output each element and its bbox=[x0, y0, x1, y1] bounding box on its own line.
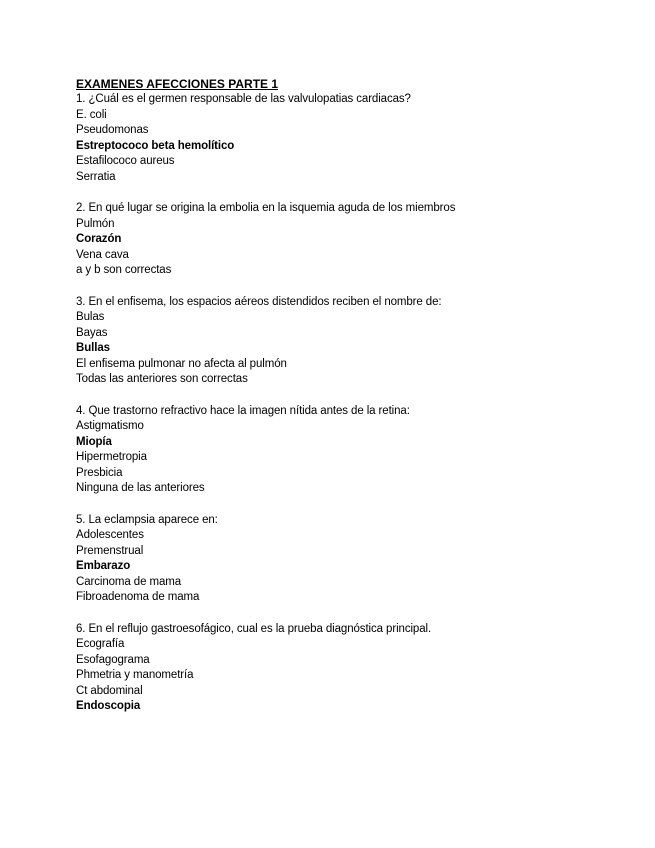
question-block bbox=[76, 404, 636, 497]
answer-option: Astigmatismo bbox=[76, 420, 144, 432]
question-block bbox=[76, 513, 636, 606]
answer-option: Todas las anteriores son correctas bbox=[76, 373, 248, 385]
question-block bbox=[76, 92, 636, 185]
document-title: EXAMENES AFECCIONES PARTE 1 bbox=[76, 77, 279, 91]
answer-option: Estafilococo aureus bbox=[76, 155, 175, 167]
question-text: 4. Que trastorno refractivo hace la imagen nítida antes de la retina: bbox=[76, 404, 410, 417]
answer-option: Hipermetropia bbox=[76, 451, 147, 463]
correct-answer-option: Embarazo bbox=[76, 560, 131, 572]
document-content bbox=[76, 76, 636, 731]
answer-option: Presbicia bbox=[76, 466, 123, 479]
answer-option: Vena cava bbox=[76, 248, 129, 261]
question-text: 1. ¿Cuál es el germen responsable de las valvulopatias cardiacas? bbox=[76, 93, 411, 105]
answer-option: El enfisema pulmonar no afecta al pulmón bbox=[76, 357, 287, 370]
answer-option: Phmetria y manometría bbox=[76, 669, 194, 681]
answer-option: Pulmón bbox=[76, 217, 115, 230]
answer-option: Bayas bbox=[76, 326, 108, 339]
answer-option: Ct abdominal bbox=[76, 684, 143, 697]
question-list bbox=[76, 92, 636, 715]
correct-answer-option: Estreptococo beta hemolítico bbox=[76, 139, 235, 152]
correct-answer-option: Bullas bbox=[76, 342, 110, 354]
question-block bbox=[76, 201, 636, 279]
answer-option: E. coli bbox=[76, 108, 107, 121]
answer-option: Ecografía bbox=[76, 638, 125, 650]
answer-option: Ninguna de las anteriores bbox=[76, 482, 205, 494]
answer-option: Esofagograma bbox=[76, 653, 150, 666]
answer-option: Adolescentes bbox=[76, 529, 144, 541]
answer-option: Serratia bbox=[76, 170, 116, 183]
answer-option: Fibroadenoma de mama bbox=[76, 591, 200, 603]
correct-answer-option: Miopía bbox=[76, 435, 112, 448]
question-text: 3. En el enfisema, los espacios aéreos distendidos reciben el nombre de: bbox=[76, 295, 442, 308]
question-block bbox=[76, 622, 636, 715]
correct-answer-option: Endoscopia bbox=[76, 700, 141, 712]
answer-option: Premenstrual bbox=[76, 544, 144, 557]
question-text: 2. En qué lugar se origina la embolia en la isquemia aguda de los miembros bbox=[76, 202, 456, 214]
answer-option: Pseudomonas bbox=[76, 124, 149, 136]
question-text: 5. La eclampsia aparece en: bbox=[76, 513, 218, 526]
answer-option: Bulas bbox=[76, 311, 105, 323]
question-block bbox=[76, 295, 636, 388]
question-text: 6. En el reflujo gastroesofágico, cual es la prueba diagnóstica principal. bbox=[76, 622, 432, 635]
answer-option: Carcinoma de mama bbox=[76, 575, 182, 588]
correct-answer-option: Corazón bbox=[76, 233, 122, 245]
answer-option: a y b son correctas bbox=[76, 264, 172, 276]
